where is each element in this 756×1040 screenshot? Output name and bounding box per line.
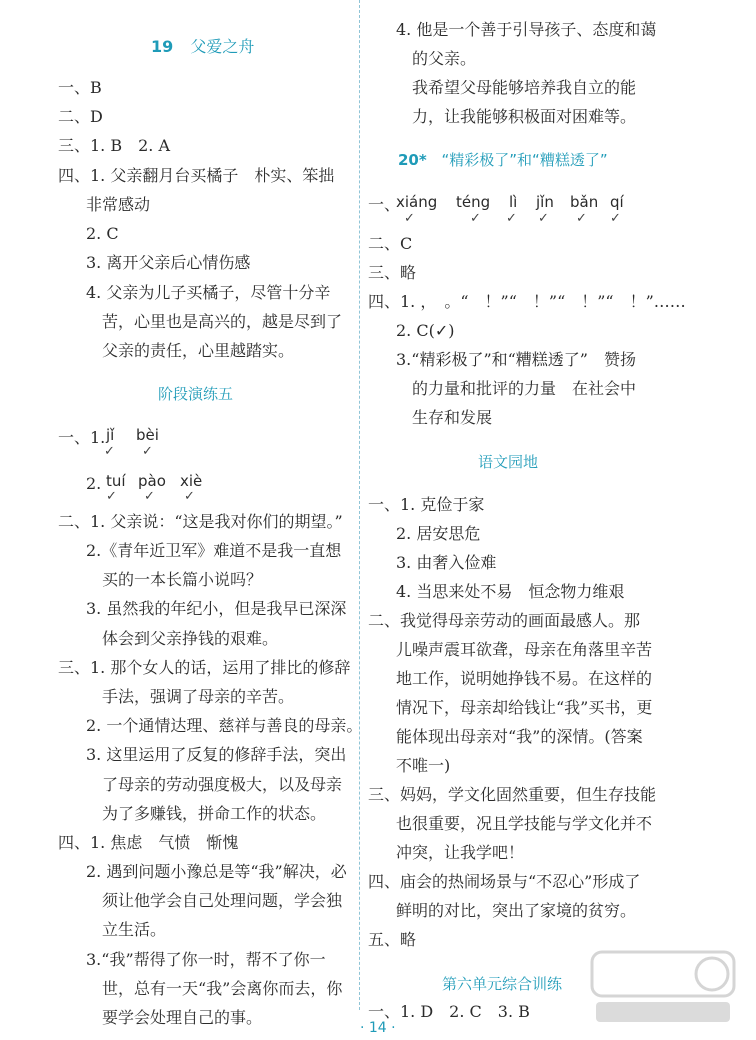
pinyin: pào bbox=[138, 472, 166, 490]
answer-line: 3.“精彩极了”和“糟糕透了” 赞扬 bbox=[396, 350, 636, 369]
answer-line: 鲜明的对比，突出了家境的贫穷。 bbox=[396, 901, 637, 920]
check-mark: ✓ bbox=[404, 211, 415, 226]
pinyin: bèi bbox=[136, 426, 159, 444]
answer-line: 一、B bbox=[58, 78, 102, 97]
lesson-19-heading bbox=[151, 34, 254, 57]
answer-line: 4. 父亲为儿子买橘子，尽管十分辛 bbox=[86, 283, 331, 302]
lesson-number: 20* bbox=[398, 151, 427, 169]
answer-line: 3.“我”帮得了你一时，帮不了你一 bbox=[86, 950, 326, 969]
check-mark: ✓ bbox=[104, 444, 115, 459]
unit-six-training-heading: 第六单元综合训练 bbox=[442, 975, 563, 993]
answer-line: 3. 由奢入俭难 bbox=[396, 553, 497, 572]
answer-line: 四、1. 焦虑 气愤 惭愧 bbox=[58, 833, 239, 852]
answer-line: 2. 居安思危 bbox=[396, 524, 481, 543]
answer-line: 冲突，让我学吧！ bbox=[396, 843, 525, 862]
check-mark: ✓ bbox=[184, 489, 195, 504]
answer-line: 地工作，说明她挣钱不易。在这样的 bbox=[396, 669, 653, 688]
answer-line: 二、C bbox=[368, 234, 413, 253]
answer-line: 五、略 bbox=[368, 930, 417, 949]
answer-line: 二、1. 父亲说：“这是我对你们的期望。” bbox=[58, 512, 343, 531]
pinyin: xiè bbox=[180, 472, 203, 490]
lesson-number: 19 bbox=[151, 37, 174, 56]
answer-line: 四、庙会的热闹场景与“不忍心”形成了 bbox=[368, 872, 641, 891]
answer-line: 父亲的责任，心里越踏实。 bbox=[102, 341, 295, 360]
answer-line: 三、1. B 2. A bbox=[58, 136, 171, 155]
check-mark: ✓ bbox=[610, 211, 621, 226]
answer-line: 2. 一个通情达理、慈祥与善良的母亲。 bbox=[86, 716, 363, 735]
answer-line: 为了多赚钱，拼命工作的状态。 bbox=[102, 804, 327, 823]
answer-line: 的父亲。 bbox=[412, 49, 477, 68]
watermark-logo bbox=[588, 948, 738, 1032]
pinyin-prefix: 一、 bbox=[368, 195, 401, 214]
lesson-title: “精彩极了”和“糟糕透了” bbox=[441, 151, 608, 169]
answer-line: 4. 当思来处不易 恒念物力维艰 bbox=[396, 582, 625, 601]
answer-line: 4. 他是一个善于引导孩子、态度和蔼 bbox=[396, 20, 657, 39]
pinyin: jǐ bbox=[106, 426, 115, 444]
answer-line: 买的一本长篇小说吗？ bbox=[102, 570, 263, 589]
lesson-title: 父爱之舟 bbox=[190, 37, 255, 56]
pinyin: xiáng bbox=[396, 193, 438, 211]
pinyin: qí bbox=[610, 193, 624, 211]
answer-line: 力，让我能够积极面对困难等。 bbox=[412, 107, 637, 126]
answer-line: 二、我觉得母亲劳动的画面最感人。那 bbox=[368, 611, 641, 630]
answer-line: 3. 这里运用了反复的修辞手法，突出 bbox=[86, 745, 347, 764]
pinyin: tuí bbox=[106, 472, 126, 490]
answer-line: 2. 遇到问题小豫总是等“我”解决，必 bbox=[86, 862, 347, 881]
column-divider bbox=[359, 0, 360, 1010]
answer-line: 我希望父母能够培养我自立的能 bbox=[412, 78, 637, 97]
check-mark: ✓ bbox=[506, 211, 517, 226]
answer-line: 三、略 bbox=[368, 263, 417, 282]
answer-line: 一、1. D 2. C 3. B bbox=[368, 1002, 530, 1021]
stage-practice-heading: 阶段演练五 bbox=[158, 385, 234, 403]
answer-line: 三、妈妈，学文化固然重要，但生存技能 bbox=[368, 785, 657, 804]
answer-line: 3. 虽然我的年纪小，但是我早已深深 bbox=[86, 599, 347, 618]
check-mark: ✓ bbox=[142, 444, 153, 459]
check-mark: ✓ bbox=[144, 489, 155, 504]
check-mark: ✓ bbox=[576, 211, 587, 226]
answer-line: 2. C(✓) bbox=[396, 321, 455, 340]
answer-line: 能体现出母亲对“我”的深情。(答案 bbox=[396, 727, 643, 746]
answer-line: 手法，强调了母亲的辛苦。 bbox=[102, 687, 295, 706]
pinyin: bǎn bbox=[570, 193, 599, 211]
answer-line: 一、1. 克俭于家 bbox=[368, 495, 485, 514]
answer-line: 世，总有一天“我”会离你而去，你 bbox=[102, 979, 343, 998]
pinyin: téng bbox=[456, 193, 491, 211]
answer-line: 也很重要，况且学技能与学文化并不 bbox=[396, 814, 653, 833]
check-mark: ✓ bbox=[106, 489, 117, 504]
pinyin-prefix: 一、1. bbox=[58, 428, 106, 447]
answer-line: 2. C bbox=[86, 224, 119, 243]
pinyin: jǐn bbox=[536, 193, 554, 211]
answer-line: 四、1. 父亲翻月台买橘子 朴实、笨拙 bbox=[58, 166, 335, 185]
watermark-icon bbox=[588, 948, 738, 1028]
answer-line: 要学会处理自己的事。 bbox=[102, 1008, 263, 1027]
answer-line: 儿噪声震耳欲聋，母亲在角落里辛苦 bbox=[396, 640, 653, 659]
answer-line: 2.《青年近卫军》难道不是我一直想 bbox=[86, 541, 342, 560]
answer-line: 3. 离开父亲后心情伤感 bbox=[86, 253, 251, 272]
answer-line: 情况下，母亲却给钱让“我”买书，更 bbox=[396, 698, 653, 717]
pinyin: lì bbox=[509, 193, 518, 211]
answer-line: 苦，心里也是高兴的，越是尽到了 bbox=[102, 312, 343, 331]
answer-line: 立生活。 bbox=[102, 920, 167, 939]
answer-line: 三、1. 那个女人的话，运用了排比的修辞 bbox=[58, 658, 351, 677]
answer-line: 非常感动 bbox=[86, 195, 151, 214]
answer-line: 体会到父亲挣钱的艰难。 bbox=[102, 629, 279, 648]
page-number: · 14 · bbox=[360, 1020, 396, 1036]
check-mark: ✓ bbox=[470, 211, 481, 226]
answer-line: 二、D bbox=[58, 107, 103, 126]
answer-line: 生存和发展 bbox=[412, 408, 493, 427]
answer-line: 不唯一) bbox=[396, 756, 451, 775]
answer-line: 四、1. ， 。“ ！”“ ！”“ ！”“ ！”…… bbox=[368, 292, 686, 311]
lesson-20-heading bbox=[398, 149, 608, 170]
answer-line: 的力量和批评的力量 在社会中 bbox=[412, 379, 637, 398]
pinyin-prefix: 2. bbox=[86, 474, 102, 493]
check-mark: ✓ bbox=[538, 211, 549, 226]
language-garden-heading: 语文园地 bbox=[478, 453, 539, 471]
answer-line: 须让他学会自己处理问题，学会独 bbox=[102, 891, 343, 910]
answer-line: 了母亲的劳动强度极大，以及母亲 bbox=[102, 775, 343, 794]
